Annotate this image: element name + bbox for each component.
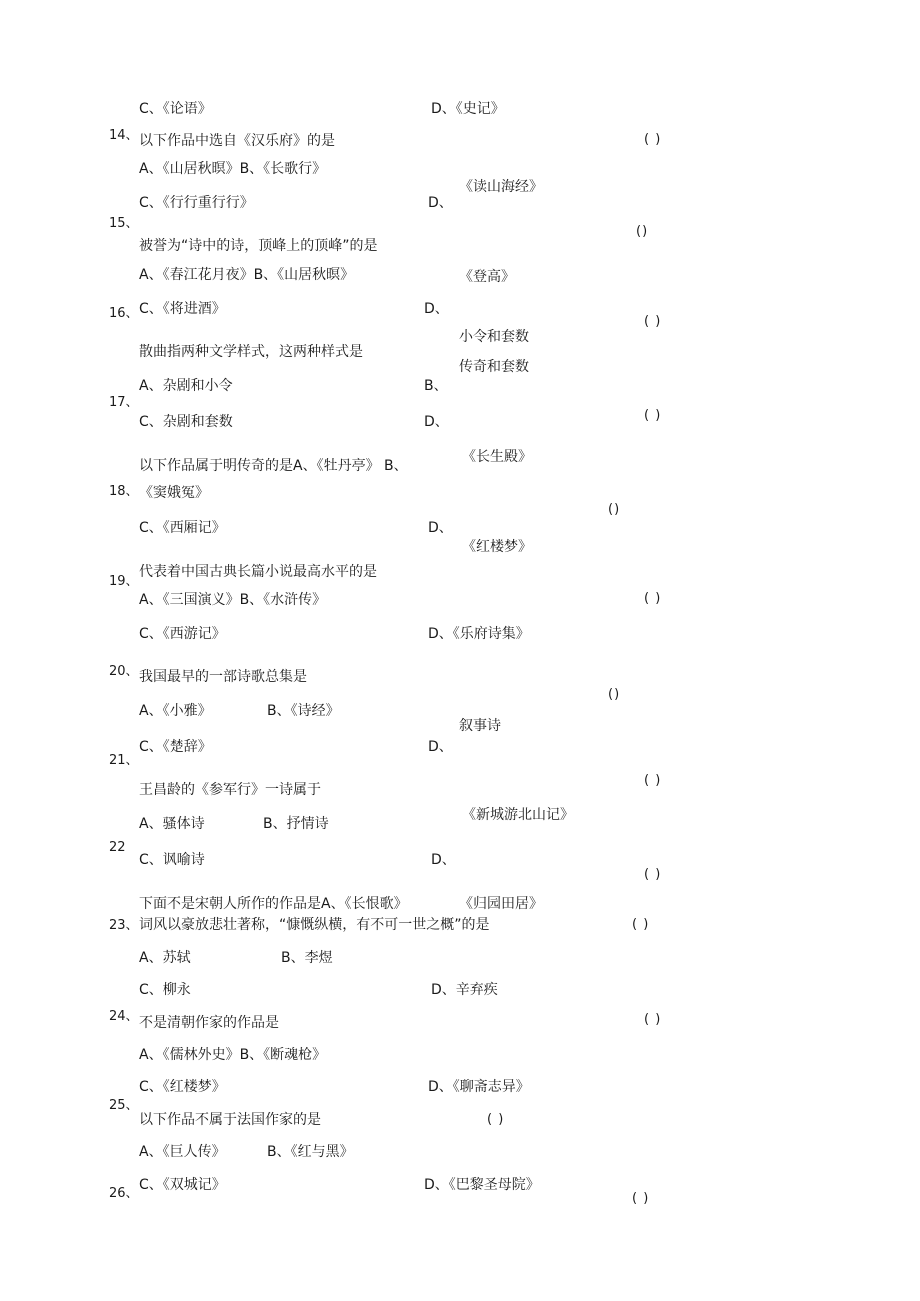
- option-d-q18: D、《乐府诗集》: [428, 626, 530, 642]
- answer-blank: (): [636, 224, 649, 239]
- question-text-23: 词风以豪放悲壮著称，“慷慨纵横，有不可一世之概”的是: [139, 917, 490, 933]
- option-c-q14: C、《行行重行行》: [139, 195, 254, 211]
- answer-blank: ( ): [644, 1012, 662, 1027]
- question-text-18: 代表着中国古典长篇小说最高水平的是: [139, 564, 377, 580]
- option-d-text-q21: 《新城游北山记》: [462, 807, 574, 823]
- question-number-24: 24、: [109, 1009, 139, 1024]
- option-d-text-q20: 叙事诗: [459, 718, 501, 734]
- answer-blank: ( ): [632, 1191, 650, 1206]
- option-d-label-q14: D、: [428, 195, 453, 211]
- option-b-text-q21: 《归园田居》: [459, 896, 543, 912]
- question-number-19: 19、: [109, 574, 139, 589]
- option-b-q23: B、李煜: [281, 950, 333, 966]
- option-c-q15: C、《将进酒》: [139, 301, 226, 317]
- answer-blank: ( ): [632, 917, 650, 932]
- option-a-q20: A、骚体诗: [139, 816, 205, 832]
- option-ab-q14: A、《山居秋暝》B、《长歌行》: [139, 161, 327, 177]
- question-number-23: 23、: [109, 918, 139, 933]
- question-text-16: 散曲指两种文学样式，这两种样式是: [139, 344, 363, 360]
- option-d-label-q21: D、: [431, 852, 456, 868]
- option-c-q16: C、杂剧和套数: [139, 414, 233, 430]
- option-b-text-q17: 《长生殿》: [462, 449, 532, 465]
- option-d-label-q15: D、: [424, 301, 449, 317]
- answer-blank: ( ): [644, 867, 662, 882]
- option-d-q23: D、辛弃疾: [431, 982, 498, 998]
- answer-blank: (): [608, 687, 621, 702]
- question-text-17: 以下作品属于明传奇的是A、《牡丹亭》 B、: [139, 458, 408, 474]
- question-text-19: 我国最早的一部诗歌总集是: [139, 669, 307, 685]
- option-c-q13: C、《论语》: [139, 101, 212, 117]
- question-number-18: 18、: [109, 484, 139, 499]
- option-c-q24: C、《红楼梦》: [139, 1079, 226, 1095]
- answer-blank: ( ): [644, 408, 662, 423]
- option-d-q24: D、《聊斋志异》: [428, 1079, 530, 1095]
- option-b-q20: B、抒情诗: [263, 816, 329, 832]
- question-number-16: 16、: [109, 306, 139, 321]
- option-b-q25: B、《红与黑》: [267, 1144, 354, 1160]
- option-c-q25: C、《双城记》: [139, 1177, 226, 1193]
- answer-blank: ( ): [644, 591, 662, 606]
- question-number-25: 25、: [109, 1098, 139, 1113]
- option-d-label-q17: D、: [428, 520, 453, 536]
- question-text-21: 下面不是宋朝人所作的作品是A、《长恨歌》: [139, 896, 408, 912]
- option-a-q25: A、《巨人传》: [139, 1144, 226, 1160]
- option-d-text-q15: 《登高》: [459, 269, 515, 285]
- option-b-q19: B、《诗经》: [267, 703, 340, 719]
- option-ab-q18: A、《三国演义》B、《水浒传》: [139, 592, 327, 608]
- question-number-17: 17、: [109, 395, 139, 410]
- option-b-label-q16: B、: [424, 378, 448, 394]
- answer-blank: ( ): [644, 314, 662, 329]
- option-d-q13: D、《史记》: [431, 101, 505, 117]
- answer-blank: ( ): [487, 1112, 505, 1127]
- option-d-label-q20: D、: [428, 739, 453, 755]
- question-number-20: 20、: [109, 664, 139, 679]
- option-d-text-q16: 传奇和套数: [459, 359, 529, 375]
- question-number-26: 26、: [109, 1186, 139, 1201]
- option-ab-q24: A、《儒林外史》B、《断魂枪》: [139, 1047, 327, 1063]
- option-c-q18: C、《西游记》: [139, 626, 226, 642]
- option-ab-q15: A、《春江花月夜》B、《山居秋暝》: [139, 267, 355, 283]
- option-c-q17: C、《西厢记》: [139, 520, 226, 536]
- option-c-text-q17: 《窦娥冤》: [139, 485, 209, 501]
- option-d-label-q16: D、: [424, 414, 449, 430]
- option-a-q16: A、杂剧和小令: [139, 378, 233, 394]
- option-d-q25: D、《巴黎圣母院》: [424, 1177, 540, 1193]
- question-text-25: 以下作品不属于法国作家的是: [139, 1112, 321, 1128]
- question-text-20: 王昌龄的《参军行》一诗属于: [139, 782, 321, 798]
- answer-blank: ( ): [644, 132, 662, 147]
- answer-blank: (): [608, 502, 621, 517]
- question-text-14: 以下作品中选自《汉乐府》的是: [139, 133, 335, 149]
- question-number-22: 22: [109, 840, 126, 855]
- question-text-24: 不是清朝作家的作品是: [139, 1015, 279, 1031]
- question-number-21: 21、: [109, 753, 139, 768]
- option-d-text-q14: 《读山海经》: [459, 179, 543, 195]
- option-a-q19: A、《小雅》: [139, 703, 212, 719]
- question-number-14: 14、: [109, 128, 139, 143]
- option-b-text-q16: 小令和套数: [459, 329, 529, 345]
- question-text-15: 被誉为“诗中的诗，顶峰上的顶峰”的是: [139, 238, 378, 254]
- question-number-15: 15、: [109, 216, 139, 231]
- option-a-q23: A、苏轼: [139, 950, 191, 966]
- option-c-q19: C、《楚辞》: [139, 739, 212, 755]
- option-d-text-q17: 《红楼梦》: [462, 539, 532, 555]
- option-c-q20: C、讽喻诗: [139, 852, 205, 868]
- answer-blank: ( ): [644, 773, 662, 788]
- option-c-q23: C、柳永: [139, 982, 191, 998]
